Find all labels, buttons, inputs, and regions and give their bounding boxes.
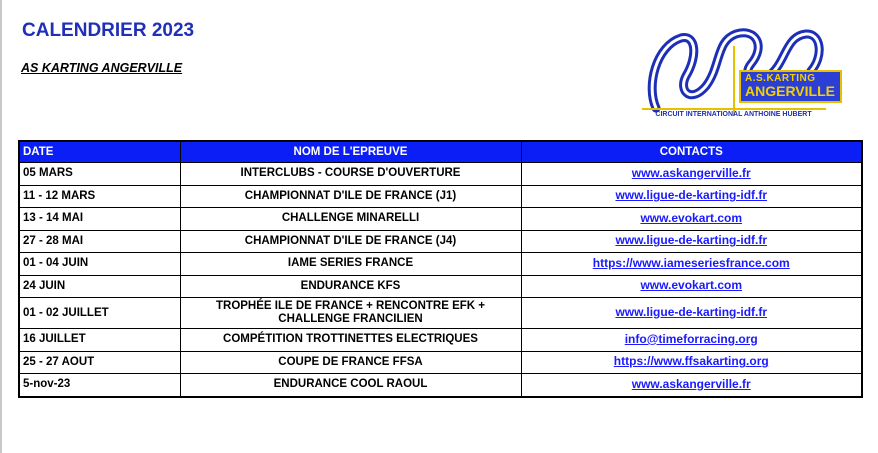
row-event-line1: TROPHÉE ILE DE FRANCE + RENCONTRE EFK + <box>215 300 485 312</box>
row-event: CHAMPIONNAT D'ILE DE FRANCE (J1) <box>180 185 521 208</box>
row-date: 27 - 28 MAI <box>19 230 180 253</box>
row-event: IAME SERIES FRANCE <box>180 253 521 276</box>
table-row <box>19 163 862 186</box>
row-event: CHAMPIONNAT D'ILE DE FRANCE (J4) <box>180 230 521 253</box>
row-contact-cell <box>521 275 862 298</box>
table-header-row <box>19 141 862 163</box>
table-row <box>19 185 862 208</box>
row-contact-link[interactable]: www.evokart.com <box>640 278 743 293</box>
table-row <box>19 374 862 397</box>
row-date: 01 - 04 JUIN <box>19 253 180 276</box>
row-event: INTERCLUBS - COURSE D'OUVERTURE <box>180 163 521 186</box>
row-event-line2: CHALLENGE FRANCILIEN <box>278 313 423 325</box>
row-contact-cell <box>521 185 862 208</box>
row-date: 25 - 27 AOUT <box>19 351 180 374</box>
row-contact-link[interactable]: www.askangerville.fr <box>631 376 751 391</box>
calendar-table <box>18 140 863 398</box>
logo-badge-line1: A.S.KARTING <box>745 73 816 84</box>
row-event: COMPÉTITION TROTTINETTES ELECTRIQUES <box>180 329 521 352</box>
row-contact-link[interactable]: https://www.ffsakarting.org <box>613 354 769 369</box>
column-header-contacts: CONTACTS <box>521 141 862 163</box>
logo-caption: CIRCUIT INTERNATIONAL ANTHOINE HUBERT <box>655 111 812 118</box>
logo-badge-line2: ANGERVILLE <box>745 83 835 99</box>
row-contact-cell <box>521 374 862 397</box>
row-date: 11 - 12 MARS <box>19 185 180 208</box>
table-row <box>19 208 862 231</box>
row-contact-cell <box>521 351 862 374</box>
row-contact-link[interactable]: www.ligue-de-karting-idf.fr <box>615 233 768 248</box>
row-contact-link[interactable]: www.ligue-de-karting-idf.fr <box>615 188 768 203</box>
row-contact-link[interactable]: www.ligue-de-karting-idf.fr <box>615 305 768 319</box>
row-contact-link[interactable]: https://www.iameseriesfrance.com <box>592 255 790 270</box>
row-event: COUPE DE FRANCE FFSA <box>180 351 521 374</box>
row-contact-cell <box>521 163 862 186</box>
table-row <box>19 275 862 298</box>
row-contact-link[interactable]: www.askangerville.fr <box>631 165 751 180</box>
row-date: 05 MARS <box>19 163 180 186</box>
row-date: 01 - 02 JUILLET <box>19 298 180 329</box>
table-row <box>19 253 862 276</box>
page-left-border <box>0 0 2 453</box>
row-contact-cell <box>521 230 862 253</box>
row-date: 13 - 14 MAI <box>19 208 180 231</box>
row-contact-link[interactable]: info@timeforracing.org <box>624 331 758 346</box>
row-event: ENDURANCE COOL RAOUL <box>180 374 521 397</box>
column-header-event: NOM DE L'EPREUVE <box>180 141 521 163</box>
logo-badge <box>739 70 842 103</box>
table-row <box>19 329 862 352</box>
row-event <box>180 298 521 329</box>
row-contact-cell <box>521 329 862 352</box>
row-date: 16 JUILLET <box>19 329 180 352</box>
page-title: CALENDRIER 2023 <box>22 20 195 41</box>
row-date: 24 JUIN <box>19 275 180 298</box>
row-contact-link[interactable]: www.evokart.com <box>640 210 743 225</box>
row-date: 5-nov-23 <box>19 374 180 397</box>
table-row <box>19 351 862 374</box>
page-subtitle: AS KARTING ANGERVILLE <box>21 61 183 75</box>
club-logo <box>636 16 835 130</box>
table-row <box>19 298 862 329</box>
row-contact-cell <box>521 298 862 329</box>
row-contact-cell <box>521 208 862 231</box>
row-event: CHALLENGE MINARELLI <box>180 208 521 231</box>
table-row <box>19 230 862 253</box>
row-event: ENDURANCE KFS <box>180 275 521 298</box>
row-contact-cell <box>521 253 862 276</box>
column-header-date: DATE <box>19 141 180 163</box>
